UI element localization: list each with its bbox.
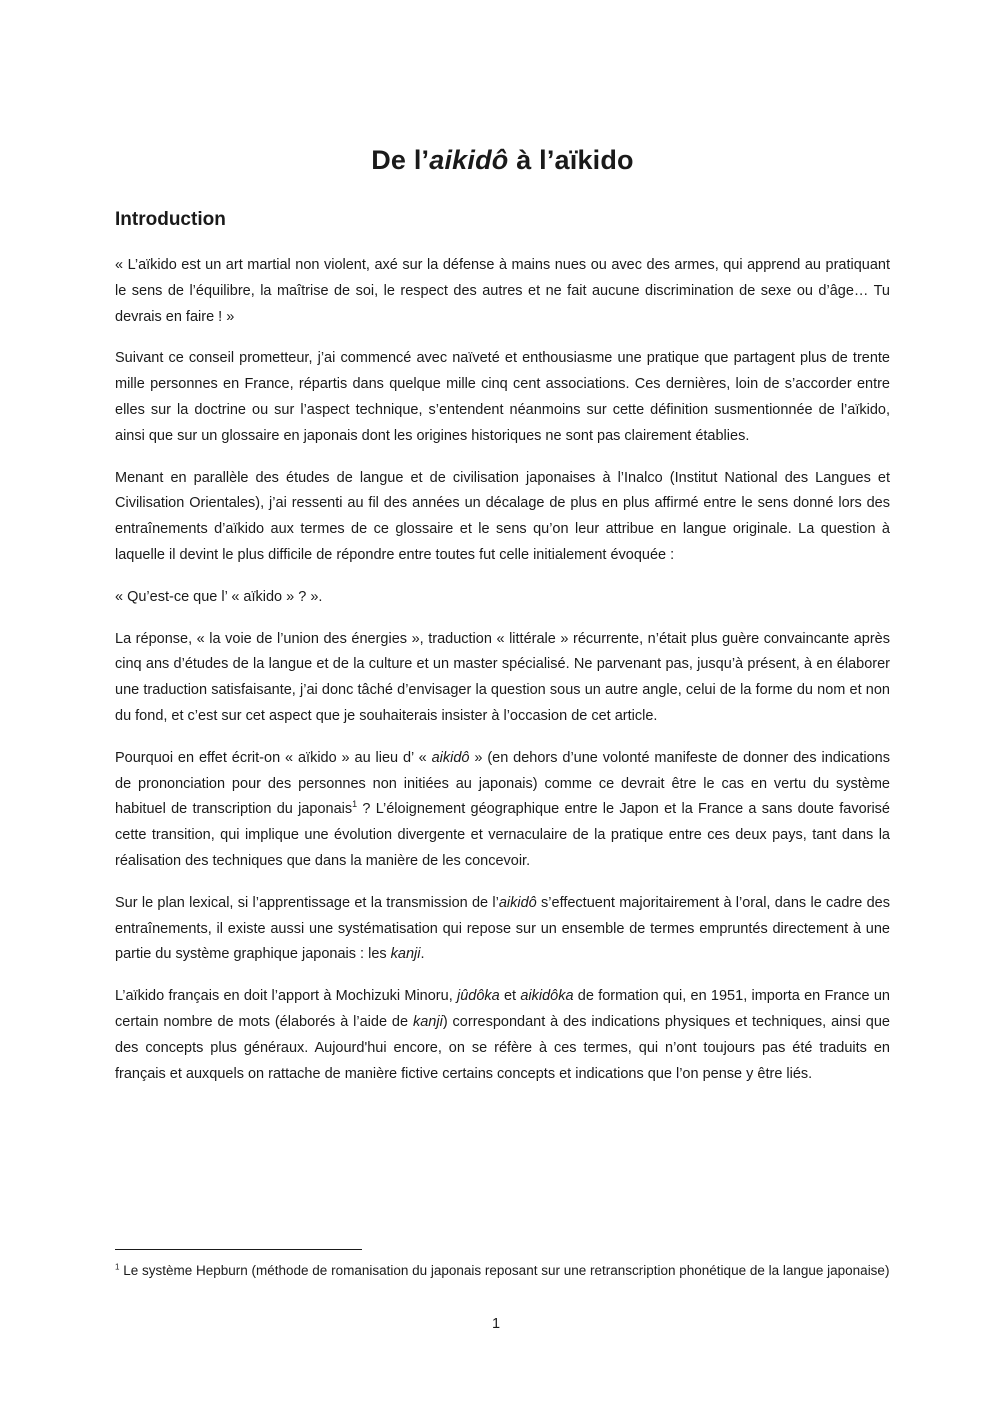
title-prefix: De l’ <box>371 145 430 175</box>
footnote-marker: 1 <box>115 1262 120 1272</box>
footnote-text: Le système Hepburn (méthode de romanisation du japonais reposant sur une retranscription phonétique de la langue japonaise) <box>119 1263 890 1278</box>
paragraph-8-term-judoka: jûdôka <box>456 988 500 1005</box>
paragraph-8-term-aikidoka: aikidôka <box>520 988 574 1005</box>
paragraph-6-text-e: ? L’éloignement géographique entre le Japon et la France a sans doute favorisé cette transition, qui implique une évolution divergente et vernaculaire de la pratique entre ces deux pays, tant dans la réalisation des techniques que dans la manière de les concevoir. <box>115 801 890 869</box>
paragraph-6-text-c: » (en dehors d’une volonté manifeste de donner des indications de prononciation pour des personnes non initiées au japonais) comme ce devrait être le cas en vertu du système habituel de transcription du japonais <box>115 749 890 818</box>
paragraph-8 <box>115 984 890 1087</box>
paragraph-8-text-a: L’aïkido français en doit l’apport à Mochizuki Minoru, <box>115 988 457 1005</box>
paragraph-3: Menant en parallèle des études de langue et de civilisation japonaises à l’Inalco (Institut National des Langues et Civilisation Orientales), j’ai ressenti au fil des années un décalage de plus en plus affirmé entre le sens donné lors des entraînements d’aïkido aux termes de ce glossaire et le sens qu’on leur attribue en langue originale. La question à laquelle il devint le plus difficile de répondre entre toutes fut celle initialement évoquée : <box>115 469 890 563</box>
paragraph-8-text-c: et <box>499 988 521 1005</box>
paragraph-6 <box>115 746 890 875</box>
paragraph-1: « L’aïkido est un art martial non violent, axé sur la défense à mains nues ou avec des armes, qui apprend au pratiquant le sens de l’équilibre, la maîtrise de soi, le respect des autres et ne fait aucune discrimination de sexe ou d’âge… Tu devrais en faire ! » <box>115 257 890 325</box>
paragraph-7-term: aikidô <box>498 894 537 911</box>
page-title <box>115 140 890 180</box>
footnote-reference[interactable]: 1 <box>352 799 358 810</box>
title-italic-term: aikidô <box>429 145 509 175</box>
paragraph-6-term: aikidô <box>431 749 470 766</box>
document-body <box>115 140 890 1103</box>
paragraph-2: Suivant ce conseil prometteur, j’ai commencé avec naïveté et enthousiasme une pratique que partagent plus de trente mille personnes en France, répartis dans quelque mille cinq cent associations. Ces dernières, loin de s’accorder entre elles sur la doctrine ou sur l’aspect technique, s’entendent néanmoins sur cette définition susmentionnée de l’aïkido, ainsi que sur un glossaire en japonais dont les origines historiques ne sont pas clairement établies. <box>115 350 890 444</box>
paragraph-7-text-a: Sur le plan lexical, si l’apprentissage et la transmission de l’ <box>115 894 499 911</box>
paragraph-4: « Qu’est-ce que l’ « aïkido » ? ». <box>115 588 323 605</box>
footnote <box>115 1261 890 1280</box>
paragraph-8-term-kanji: kanji <box>412 1013 443 1030</box>
section-heading: Introduction <box>115 209 226 230</box>
paragraph-7-term-kanji: kanji <box>390 946 421 963</box>
paragraph-7-text-c: s’effectuent majoritairement à l’oral, dans le cadre des entraînements, il existe aussi une systématisation qui repose sur un ensemble de termes empruntés directement à une partie du système graphique japonais : les <box>115 894 890 963</box>
paragraph-8-text-e: de formation qui, en 1951, importa en France un certain nombre de mots (élaborés à l’aide de <box>115 988 890 1030</box>
title-suffix: à l’aïkido <box>508 145 634 175</box>
paragraph-7 <box>115 891 890 968</box>
footnote-separator <box>115 1249 362 1250</box>
paragraph-8-text-g: ) correspondant à des indications physiques et techniques, ainsi que des concepts plus généraux. Aujourd'hui encore, on se réfère à ces termes, qui n’ont toujours pas été traduits en français et auxquels on rattache de manière fictive certains concepts et indications que l’on pense y être liés. <box>115 1013 891 1082</box>
paragraph-6-text-a: Pourquoi en effet écrit-on « aïkido » au lieu d’ « <box>115 749 432 766</box>
page-number: 1 <box>491 1316 501 1332</box>
paragraph-5: La réponse, « la voie de l’union des énergies », traduction « littérale » récurrente, n’était plus guère convaincante après cinq ans d’études de la langue et de la culture et un master spécialisé. Ne parvenant pas, jusqu’à présent, à en élaborer une traduction satisfaisante, j’ai donc tâché d’envisager la question sous un autre angle, celui de la forme du nom et non du fond, et c’est sur cet aspect que je souhaiterais insister à l’occasion de cet article. <box>115 630 890 724</box>
paragraph-7-text-e: . <box>420 946 425 963</box>
